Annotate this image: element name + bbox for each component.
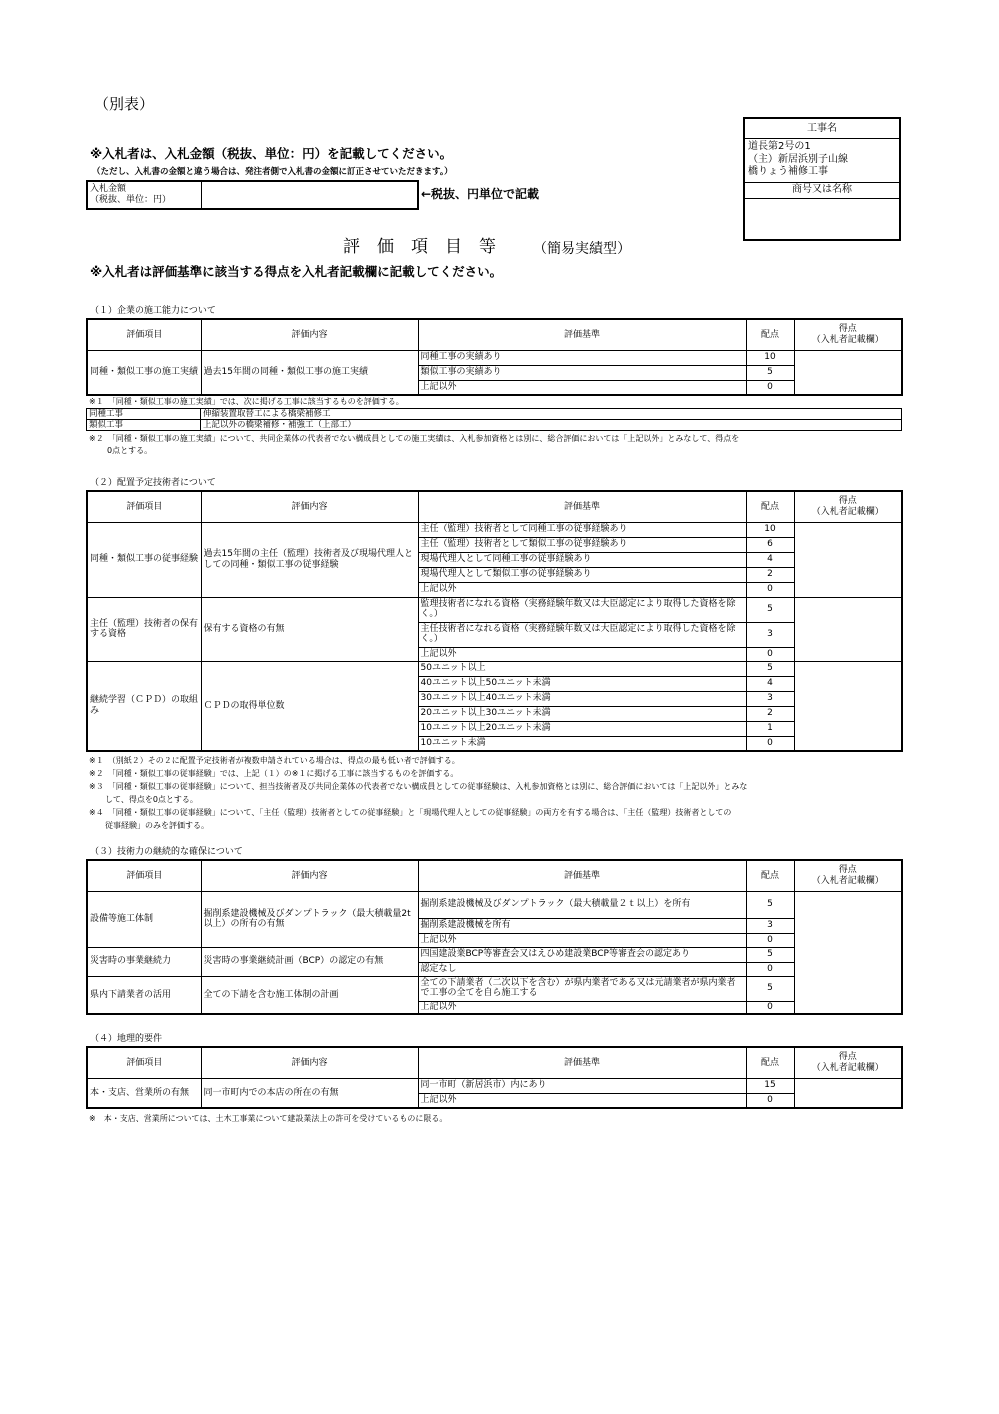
content-cell: 過去15年間の同種・類似工事の施工実績 [201,350,418,395]
item-cell: 設備等施工体制 [87,891,201,947]
item-cell: 災害時の事業継続力 [87,947,201,976]
section2-table [86,490,903,752]
points-cell: 5 [746,365,794,380]
col-score [794,860,902,891]
criteria-cell: 50ユニット以上 [418,661,746,676]
score-input[interactable] [794,661,902,751]
score-input[interactable] [794,350,902,395]
content-cell: 災害時の事業継続計画（BCP）の認定の有無 [201,947,418,976]
section1-title: （１）企業の施工能力について [90,306,216,316]
section2-note: ※４ 「同種・類似工事の従事経験」について、「主任（監理）技術者としての従事経験」と「現場代理人としての従事経験」の両方を有する場合は、「主任（監理）技術者としての [89,808,732,817]
main-title-sub: （簡易実績型） [533,241,631,257]
section2-note: して、得点を0点とする。 [89,795,198,804]
points-cell: 6 [746,537,794,552]
score-input[interactable] [794,522,902,597]
criteria-cell: 監理技術者になれる資格（実務経験年数又は大臣認定により取得した資格を除く。） [418,597,746,622]
col-criteria: 評価基準 [418,1047,746,1078]
project-name-line2: （主）新居浜別子山線 [748,153,848,165]
section4-note: ※ 本・支店、営業所については、土木工事業について建設業法上の許可を受けているものに限る。 [89,1114,448,1123]
points-cell: 2 [746,706,794,721]
criteria-cell: 同種工事の実績あり [418,350,746,365]
points-cell: 0 [746,647,794,661]
section2-note: ※１ （別紙２）その２に配置予定技術者が複数申請されている場合は、得点の最も低い者で評価する。 [89,756,460,765]
points-cell: 3 [746,691,794,706]
criteria-cell: 類似工事の実績あり [418,365,746,380]
def-text: 伸縮装置取替工による橋梁補修工 [201,409,902,420]
project-title-label: 工事名 [744,118,900,138]
content-cell: 過去15年間の主任（監理）技術者及び現場代理人としての同種・類似工事の従事経験 [201,522,418,597]
section4-table [86,1046,903,1109]
section3-table [86,859,903,1015]
col-content: 評価内容 [201,319,418,350]
col-points: 配点 [746,1047,794,1078]
content-cell: ＣＰＤの取得単位数 [201,661,418,751]
criteria-cell: 四国建設業BCP等審査会又はえひめ建設業BCP等審査会の認定あり [418,947,746,962]
section1-note1: ※１ 「同種・類似工事の施工実績」では、次に掲げる工事に該当するものを評価する。 [89,397,404,406]
criteria-cell: 同一市町（新居浜市）内にあり [418,1078,746,1093]
score-input[interactable] [794,891,902,1014]
score-input[interactable] [794,1078,902,1108]
criteria-cell: 主任（監理）技術者として同種工事の従事経験あり [418,522,746,537]
def-label: 同種工事 [87,409,201,420]
points-cell: 5 [746,891,794,918]
points-cell: 5 [746,947,794,962]
appendix-label: （別表） [94,95,155,113]
col-score-line2: （入札者記載欄） [811,334,884,345]
score-instruction: ※入札者は評価基準に該当する得点を入札者記載欄に記載してください。 [90,264,503,279]
section2-note: ※２ 「同種・類似工事の従事経験」では、上記（１）の※１に掲げる工事に該当するものを評価する。 [89,769,459,778]
section2-note: ※３ 「同種・類似工事の従事経験」について、担当技術者及び共同企業体の代表者でない構成員としての従事経験は、入札参加資格とは別に、総合評価においては「上記以外」とみな [89,782,748,791]
col-score-line2: （入札者記載欄） [811,875,884,886]
criteria-cell: 上記以外 [418,1093,746,1108]
item-cell: 本・支店、営業所の有無 [87,1078,201,1108]
col-criteria: 評価基準 [418,319,746,350]
col-content: 評価内容 [201,1047,418,1078]
col-points: 配点 [746,860,794,891]
col-score-line1: 得点 [838,1052,857,1063]
criteria-cell: 10ユニット以上20ユニット未満 [418,721,746,736]
content-cell: 同一市町内での本店の所在の有無 [201,1078,418,1108]
points-cell: 10 [746,350,794,365]
bid-amount-table [86,180,419,210]
bid-amount-input[interactable] [201,181,418,209]
criteria-cell: 上記以外 [418,647,746,661]
bid-amount-label-line2: （税抜、単位：円） [90,195,172,205]
points-cell: 0 [746,933,794,947]
content-cell: 全ての下請を含む施工体制の計画 [201,976,418,1014]
points-cell: 2 [746,567,794,582]
criteria-cell: 掘削系建設機械を所有 [418,918,746,933]
bid-amount-label [87,181,201,209]
col-criteria: 評価基準 [418,491,746,522]
criteria-cell: 掘削系建設機械及びダンプトラック（最大積載量２ｔ以上）を所有 [418,891,746,918]
points-cell: 4 [746,676,794,691]
bid-amount-label-line1: 入札金額 [90,184,127,195]
points-cell: 10 [746,522,794,537]
company-input[interactable] [744,198,900,240]
points-cell: 0 [746,962,794,976]
col-score-line1: 得点 [838,324,857,335]
col-score-line2: （入札者記載欄） [811,1062,884,1073]
criteria-cell: 上記以外 [418,582,746,597]
item-cell: 主任（監理）技術者の保有する資格 [87,597,201,661]
col-score [794,491,902,522]
col-item: 評価項目 [87,860,201,891]
section1-table [86,318,903,396]
content-cell: 保有する資格の有無 [201,597,418,661]
points-cell: 1 [746,721,794,736]
col-item: 評価項目 [87,1047,201,1078]
col-score-line1: 得点 [838,865,857,876]
project-name-line1: 道長第2号の1 [748,141,811,153]
criteria-cell: 40ユニット以上50ユニット未満 [418,676,746,691]
criteria-cell: 10ユニット未満 [418,736,746,751]
criteria-cell: 上記以外 [418,933,746,947]
points-cell: 5 [746,661,794,676]
points-cell: 0 [746,1001,794,1014]
criteria-cell: 現場代理人として同種工事の従事経験あり [418,552,746,567]
section3-title: （３）技術力の継続的な確保について [90,847,243,857]
col-score-line1: 得点 [838,496,857,507]
col-content: 評価内容 [201,860,418,891]
col-points: 配点 [746,319,794,350]
section2-title: （２）配置予定技術者について [90,478,216,488]
section1-note2-line1: ※２ 「同種・類似工事の施工実績」について、共同企業体の代表者でない構成員としての施工実績は、入札参加資格とは別に、総合評価においては「上記以外」とみなして、得点を [89,434,740,443]
criteria-cell: 認定なし [418,962,746,976]
col-item: 評価項目 [87,491,201,522]
company-label: 商号又は名称 [744,182,900,198]
item-cell: 県内下請業者の活用 [87,976,201,1014]
def-text: 上記以外の橋梁補修・補強工（上部工） [201,420,902,431]
bid-arrow-note: ←税抜、円単位で記載 [421,187,540,201]
section2-note: 従事経験」のみを評価する。 [89,821,209,830]
item-cell: 同種・類似工事の従事経験 [87,522,201,597]
points-cell: 0 [746,736,794,751]
criteria-cell: 現場代理人として類似工事の従事経験あり [418,567,746,582]
points-cell: 0 [746,380,794,395]
points-cell: 15 [746,1078,794,1093]
points-cell: 3 [746,918,794,933]
project-name [744,138,900,182]
criteria-cell: 全ての下請業者（二次以下を含む）が県内業者である又は元請業者が県内業者で工事の全てを自ら施工する [418,976,746,1001]
section1-definitions [86,408,902,431]
criteria-cell: 上記以外 [418,1001,746,1014]
content-cell: 掘削系建設機械及びダンプトラック（最大積載量2t以上）の所有の有無 [201,891,418,947]
criteria-cell: 上記以外 [418,380,746,395]
col-content: 評価内容 [201,491,418,522]
item-cell: 同種・類似工事の施工実績 [87,350,201,395]
criteria-cell: 30ユニット以上40ユニット未満 [418,691,746,706]
main-title: 評 価 項 目 等 [343,237,496,257]
col-score-line2: （入札者記載欄） [811,506,884,517]
points-cell: 4 [746,552,794,567]
criteria-cell: 主任（監理）技術者として類似工事の従事経験あり [418,537,746,552]
bid-instruction-sub: （ただし、入札書の金額と違う場合は、発注者側で入札書の金額に訂正させていただきます。） [92,167,453,177]
points-cell: 0 [746,1093,794,1108]
def-label: 類似工事 [87,420,201,431]
points-cell: 5 [746,976,794,1001]
score-input[interactable] [794,597,902,661]
bid-instruction: ※入札者は、入札金額（税抜、単位：円）を記載してください。 [90,146,453,161]
criteria-cell: 20ユニット以上30ユニット未満 [418,706,746,721]
criteria-cell: 主任技術者になれる資格（実務経験年数又は大臣認定により取得した資格を除く。） [418,622,746,647]
col-criteria: 評価基準 [418,860,746,891]
section1-note2-line2: 0点とする。 [107,446,153,455]
item-cell: 継続学習（ＣＰＤ）の取組み [87,661,201,751]
section4-title: （４）地理的要件 [90,1034,163,1044]
points-cell: 0 [746,582,794,597]
points-cell: 5 [746,597,794,622]
project-name-line3: 橋りょう補修工事 [748,166,828,178]
project-box [743,117,901,241]
col-score [794,319,902,350]
col-points: 配点 [746,491,794,522]
points-cell: 3 [746,622,794,647]
col-score [794,1047,902,1078]
col-item: 評価項目 [87,319,201,350]
